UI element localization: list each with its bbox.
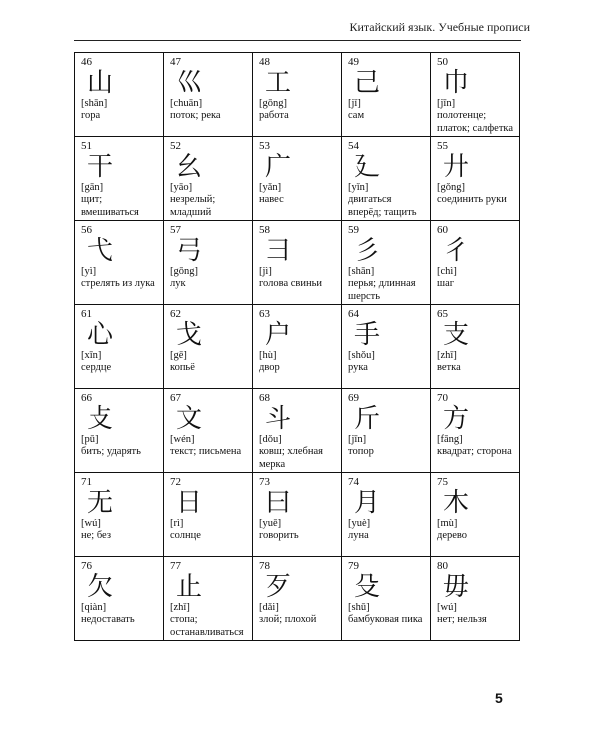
radical-number: 77 (170, 560, 181, 572)
radical-meaning: дерево (437, 530, 468, 541)
radical-number: 72 (170, 476, 181, 488)
radical-character: 曰 (265, 488, 292, 518)
radical-cell (253, 221, 342, 305)
radical-character: 毋 (443, 572, 470, 602)
radical-character: 无 (87, 488, 114, 518)
radical-pinyin: [dǎi] (259, 602, 279, 613)
radical-pinyin: [hù] (259, 350, 277, 361)
radical-number: 64 (348, 308, 359, 320)
radical-number: 61 (81, 308, 92, 320)
radical-character: 彡 (354, 236, 381, 266)
radical-pinyin: [shān] (348, 266, 375, 277)
radical-cell (75, 473, 164, 557)
radical-cell (431, 53, 520, 137)
radical-number: 76 (81, 560, 92, 572)
radical-pinyin: [yāo] (170, 182, 193, 193)
radical-meaning: недоставать (81, 614, 135, 625)
radicals-table (74, 52, 520, 641)
radical-pinyin: [jīn] (437, 98, 456, 109)
radical-character: 日 (176, 488, 203, 518)
radical-meaning: говорить (259, 530, 299, 541)
radical-meaning: не; без (81, 530, 111, 541)
radical-pinyin: [zhī] (437, 350, 457, 361)
radical-number: 74 (348, 476, 359, 488)
radical-number: 55 (437, 140, 448, 152)
radical-pinyin: [jǐ] (348, 98, 361, 109)
radical-meaning: бамбуковая пика (348, 614, 423, 625)
radical-number: 78 (259, 560, 270, 572)
radical-meaning: нет; нельзя (437, 614, 487, 625)
radical-pinyin: [yuē] (259, 518, 282, 529)
radical-cell (75, 305, 164, 389)
radical-pinyin: [yì] (81, 266, 97, 277)
radical-character: 弓 (176, 236, 203, 266)
radical-number: 69 (348, 392, 359, 404)
radical-pinyin: [dǒu] (259, 434, 282, 445)
radical-number: 75 (437, 476, 448, 488)
radical-pinyin: [shān] (81, 98, 108, 109)
radical-cell (253, 389, 342, 473)
radical-character: 幺 (176, 152, 203, 182)
radical-meaning: соединить руки (437, 194, 507, 205)
radical-meaning: стрелять из лука (81, 278, 155, 289)
radical-character: 己 (354, 68, 381, 98)
radical-number: 70 (437, 392, 448, 404)
radical-number: 67 (170, 392, 181, 404)
radical-character: 戈 (176, 320, 203, 350)
radical-cell (164, 137, 253, 221)
radical-character: 手 (354, 320, 381, 350)
radical-character: 弋 (87, 236, 114, 266)
radical-pinyin: [fāng] (437, 434, 463, 445)
radical-character: 巾 (443, 68, 470, 98)
radical-cell (253, 305, 342, 389)
radical-pinyin: [zhǐ] (170, 602, 190, 613)
radical-cell (164, 53, 253, 137)
radical-cell (75, 389, 164, 473)
page-number: 5 (495, 690, 503, 706)
radical-character: 歹 (265, 572, 292, 602)
radical-pinyin: [gōng] (170, 266, 198, 277)
radical-meaning: шаг (437, 278, 455, 289)
radical-pinyin: [shǒu] (348, 350, 375, 361)
radical-meaning: сердце (81, 362, 112, 373)
radical-pinyin: [chuān] (170, 98, 203, 109)
radical-pinyin: [xīn] (81, 350, 102, 361)
radical-meaning: бить; ударять (81, 446, 141, 457)
radical-meaning: сам (348, 110, 365, 121)
radical-meaning: ковш; хлебная мерка (259, 446, 324, 470)
radical-character: 攴 (87, 404, 114, 434)
radical-character: 彳 (443, 236, 470, 266)
radical-meaning: рука (348, 362, 368, 373)
radical-meaning: поток; река (170, 110, 221, 121)
radical-meaning: голова свиньи (259, 278, 323, 289)
radical-character: 彐 (265, 236, 292, 266)
radical-cell (164, 305, 253, 389)
radical-meaning: гора (81, 110, 101, 121)
radical-pinyin: [jì] (259, 266, 272, 277)
radical-character: 山 (87, 68, 114, 98)
radical-pinyin: [pū] (81, 434, 99, 445)
radical-pinyin: [gǒng] (437, 182, 465, 193)
radical-number: 48 (259, 56, 270, 68)
radical-cell (164, 221, 253, 305)
radical-number: 63 (259, 308, 270, 320)
radical-character: 干 (87, 152, 114, 182)
radical-pinyin: [mù] (437, 518, 458, 529)
radical-number: 79 (348, 560, 359, 572)
header-rule (74, 40, 521, 41)
radical-character: 月 (354, 488, 381, 518)
radical-pinyin: [qiàn] (81, 602, 107, 613)
radical-pinyin: [wú] (81, 518, 101, 529)
radical-pinyin: [yǐn] (348, 182, 369, 193)
radical-pinyin: [wú] (437, 602, 457, 613)
radical-pinyin: [gē] (170, 350, 187, 361)
radical-pinyin: [yǎn] (259, 182, 282, 193)
radical-number: 50 (437, 56, 448, 68)
radical-meaning: полотенце; платок; салфетка (437, 110, 514, 134)
radical-pinyin: [shū] (348, 602, 370, 613)
radical-meaning: квадрат; сторона (437, 446, 512, 457)
radical-number: 65 (437, 308, 448, 320)
radical-character: 工 (265, 68, 292, 98)
radical-number: 49 (348, 56, 359, 68)
radical-pinyin: [gōng] (259, 98, 287, 109)
radical-pinyin: [yuè] (348, 518, 371, 529)
radical-pinyin: [gān] (81, 182, 104, 193)
radical-number: 66 (81, 392, 92, 404)
radical-cell (342, 221, 431, 305)
radical-character: 心 (87, 320, 114, 350)
radical-number: 53 (259, 140, 270, 152)
radical-cell (253, 557, 342, 641)
radical-meaning: незрелый; младший (170, 194, 216, 218)
radical-meaning: навес (259, 194, 284, 205)
radical-cell (253, 473, 342, 557)
radical-character: 廾 (443, 152, 470, 182)
radical-character: 广 (265, 152, 292, 182)
radical-meaning: работа (259, 110, 289, 121)
radical-character: 斗 (265, 404, 292, 434)
radical-pinyin: [wén] (170, 434, 195, 445)
radical-character: 巛 (176, 68, 203, 98)
radical-number: 57 (170, 224, 181, 236)
radical-meaning: двор (259, 362, 280, 373)
radical-cell (75, 221, 164, 305)
radical-cell (75, 137, 164, 221)
radical-cell (75, 557, 164, 641)
radical-character: 斤 (354, 404, 381, 434)
radical-cell (431, 305, 520, 389)
radical-number: 71 (81, 476, 92, 488)
radical-meaning: лук (170, 278, 186, 289)
radical-number: 73 (259, 476, 270, 488)
radical-number: 58 (259, 224, 270, 236)
radical-cell (431, 221, 520, 305)
radical-number: 56 (81, 224, 92, 236)
radical-cell (342, 557, 431, 641)
radical-cell (431, 473, 520, 557)
radical-cell (342, 389, 431, 473)
radical-meaning: злой; плохой (259, 614, 317, 625)
radical-cell (342, 53, 431, 137)
radical-cell (342, 305, 431, 389)
radical-number: 60 (437, 224, 448, 236)
radical-cell (431, 557, 520, 641)
radical-cell (342, 137, 431, 221)
radical-meaning: двигаться вперёд; тащить (348, 194, 417, 218)
radical-meaning: текст; письмена (170, 446, 242, 457)
radical-cell (253, 137, 342, 221)
radical-number: 52 (170, 140, 181, 152)
radical-pinyin: [chì] (437, 266, 457, 277)
radical-pinyin: [rì] (170, 518, 184, 529)
radical-number: 47 (170, 56, 181, 68)
radical-number: 59 (348, 224, 359, 236)
radical-meaning: топор (348, 446, 374, 457)
radical-number: 68 (259, 392, 270, 404)
radical-character: 木 (443, 488, 470, 518)
radical-number: 62 (170, 308, 181, 320)
radical-number: 51 (81, 140, 92, 152)
radical-cell (164, 389, 253, 473)
radical-meaning: копьё (170, 362, 195, 373)
radical-character: 廴 (354, 152, 381, 182)
radical-meaning: ветка (437, 362, 461, 373)
radical-meaning: перья; длинная шерсть (348, 278, 416, 302)
radical-cell (164, 557, 253, 641)
radical-character: 方 (443, 404, 470, 434)
radical-character: 户 (265, 320, 292, 350)
radical-meaning: щит; вмешиваться (81, 194, 139, 218)
radical-character: 殳 (354, 572, 381, 602)
radical-number: 54 (348, 140, 359, 152)
radical-meaning: стопа; останавливаться (170, 614, 244, 638)
radical-cell (431, 389, 520, 473)
radical-character: 文 (176, 404, 203, 434)
radical-character: 止 (176, 572, 203, 602)
radical-pinyin: [jīn] (348, 434, 367, 445)
radical-number: 46 (81, 56, 92, 68)
radical-cell (164, 473, 253, 557)
radical-meaning: луна (348, 530, 369, 541)
radical-cell (75, 53, 164, 137)
radical-cell (253, 53, 342, 137)
radical-cell (431, 137, 520, 221)
radical-meaning: солнце (170, 530, 201, 541)
running-head: Китайский язык. Учебные прописи (349, 20, 530, 34)
radical-character: 支 (443, 320, 470, 350)
radical-number: 80 (437, 560, 448, 572)
radical-cell (342, 473, 431, 557)
radical-character: 欠 (87, 572, 114, 602)
